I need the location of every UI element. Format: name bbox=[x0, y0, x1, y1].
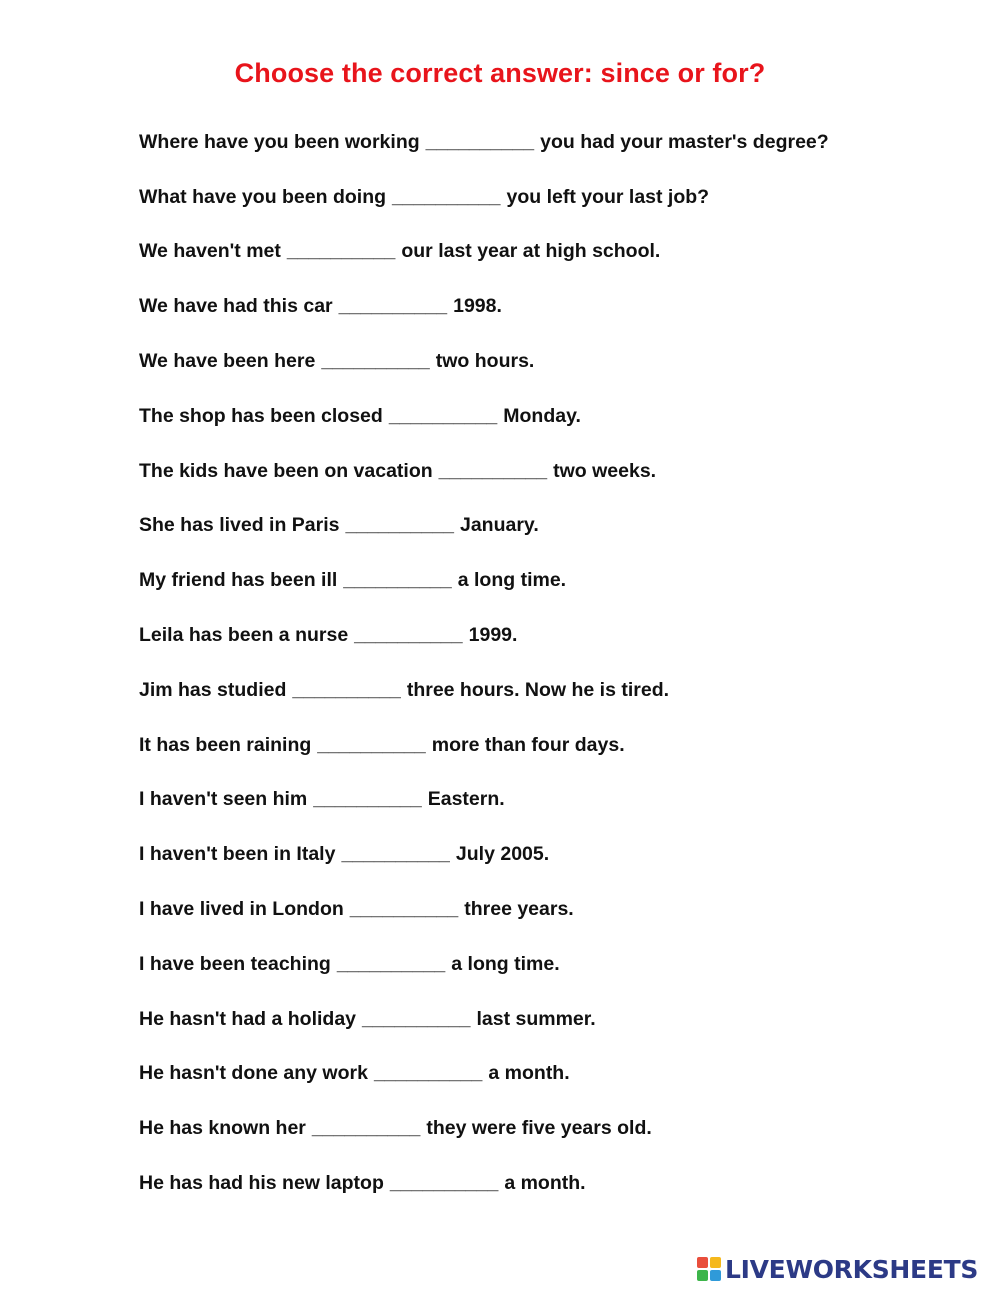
answer-blank[interactable]: __________ bbox=[354, 624, 463, 647]
question-item bbox=[139, 663, 979, 718]
answer-blank[interactable]: __________ bbox=[336, 952, 446, 975]
question-item bbox=[139, 1156, 979, 1211]
question-text-after: you left your last job? bbox=[506, 185, 710, 208]
logo-square bbox=[710, 1257, 721, 1268]
question-item bbox=[139, 1047, 979, 1102]
question-text-before: What have you been doing bbox=[139, 185, 387, 208]
question-item bbox=[139, 553, 979, 608]
question-text-after: a long time. bbox=[457, 569, 567, 592]
answer-blank[interactable]: __________ bbox=[349, 898, 459, 921]
question-text-before: It has been raining bbox=[139, 733, 312, 756]
answer-blank[interactable]: __________ bbox=[341, 843, 450, 866]
question-text-before: She has lived in Paris bbox=[139, 514, 340, 537]
question-text-after: they were five years old. bbox=[426, 1117, 652, 1140]
answer-blank[interactable]: __________ bbox=[345, 514, 454, 537]
question-item bbox=[139, 827, 979, 882]
question-text-after: July 2005. bbox=[455, 843, 550, 866]
question-item bbox=[139, 170, 979, 225]
question-item bbox=[139, 444, 979, 499]
question-text-before: Jim has studied bbox=[139, 678, 287, 701]
question-text-after: Monday. bbox=[503, 404, 581, 427]
question-text-after: 1999. bbox=[468, 624, 518, 647]
question-text-after: our last year at high school. bbox=[401, 240, 661, 263]
question-text-before: The kids have been on vacation bbox=[139, 459, 433, 482]
question-text-before: I have lived in London bbox=[139, 898, 344, 921]
answer-blank[interactable]: __________ bbox=[338, 295, 448, 318]
question-text-before: Leila has been a nurse bbox=[139, 624, 349, 647]
answer-blank[interactable]: __________ bbox=[373, 1062, 483, 1085]
question-text-before: We have had this car bbox=[139, 295, 333, 318]
question-text-after: three years. bbox=[464, 898, 574, 921]
answer-blank[interactable]: __________ bbox=[286, 240, 396, 263]
question-text-after: two hours. bbox=[435, 350, 535, 373]
question-item bbox=[139, 992, 979, 1047]
question-item bbox=[139, 334, 979, 389]
question-text-after: three hours. Now he is tired. bbox=[406, 678, 670, 701]
question-item bbox=[139, 1101, 979, 1156]
question-item bbox=[139, 115, 979, 170]
logo-square bbox=[710, 1270, 721, 1281]
question-text-before: My friend has been ill bbox=[139, 569, 338, 592]
question-text-before: We haven't met bbox=[139, 240, 281, 263]
question-item bbox=[139, 773, 979, 828]
question-text-after: a month. bbox=[504, 1172, 586, 1195]
question-text-before: He has known her bbox=[139, 1117, 306, 1140]
answer-blank[interactable]: __________ bbox=[313, 788, 422, 811]
answer-blank[interactable]: __________ bbox=[362, 1007, 471, 1030]
question-text-after: 1998. bbox=[453, 295, 502, 318]
question-item bbox=[139, 389, 979, 444]
question-item bbox=[139, 499, 979, 554]
page-title: Choose the correct answer: since or for? bbox=[234, 58, 766, 88]
answer-blank[interactable]: __________ bbox=[343, 569, 452, 592]
question-text-after: a long time. bbox=[451, 952, 560, 975]
question-text-before: He hasn't done any work bbox=[139, 1062, 368, 1085]
question-text-after: Eastern. bbox=[427, 788, 505, 811]
question-text-after: more than four days. bbox=[431, 733, 625, 756]
question-text-before: I haven't been in Italy bbox=[139, 843, 336, 866]
question-item bbox=[139, 937, 979, 992]
answer-blank[interactable]: __________ bbox=[311, 1117, 421, 1140]
question-text-after: last summer. bbox=[476, 1007, 596, 1030]
brand-logo[interactable] bbox=[697, 1255, 978, 1283]
question-text-before: He hasn't had a holiday bbox=[139, 1007, 357, 1030]
question-text-after: you had your master's degree? bbox=[540, 130, 829, 153]
answer-blank[interactable]: __________ bbox=[438, 459, 548, 482]
liveworksheets-logo-icon bbox=[697, 1257, 721, 1281]
question-item bbox=[139, 718, 979, 773]
question-text-after: January. bbox=[459, 514, 539, 537]
question-item bbox=[139, 608, 979, 663]
answer-blank[interactable]: __________ bbox=[292, 678, 401, 701]
question-text-after: two weeks. bbox=[553, 459, 657, 482]
logo-square bbox=[697, 1257, 708, 1268]
answer-blank[interactable]: __________ bbox=[392, 185, 501, 208]
question-text-before: Where have you been working bbox=[139, 130, 420, 153]
question-text-before: I haven't seen him bbox=[139, 788, 308, 811]
question-item bbox=[139, 882, 979, 937]
question-text-before: We have been here bbox=[139, 350, 316, 373]
question-text-before: He has had his new laptop bbox=[139, 1172, 384, 1195]
question-item bbox=[139, 279, 979, 334]
logo-square bbox=[697, 1270, 708, 1281]
question-text-after: a month. bbox=[488, 1062, 570, 1085]
answer-blank[interactable]: __________ bbox=[317, 733, 426, 756]
answer-blank[interactable]: __________ bbox=[425, 130, 535, 153]
answer-blank[interactable]: __________ bbox=[321, 350, 430, 373]
answer-blank[interactable]: __________ bbox=[389, 1172, 499, 1195]
question-text-before: I have been teaching bbox=[139, 952, 331, 975]
answer-blank[interactable]: __________ bbox=[388, 404, 498, 427]
question-item bbox=[139, 225, 979, 280]
question-text-before: The shop has been closed bbox=[139, 404, 383, 427]
question-list bbox=[139, 115, 979, 1211]
brand-name: LIVEWORKSHEETS bbox=[725, 1254, 979, 1284]
